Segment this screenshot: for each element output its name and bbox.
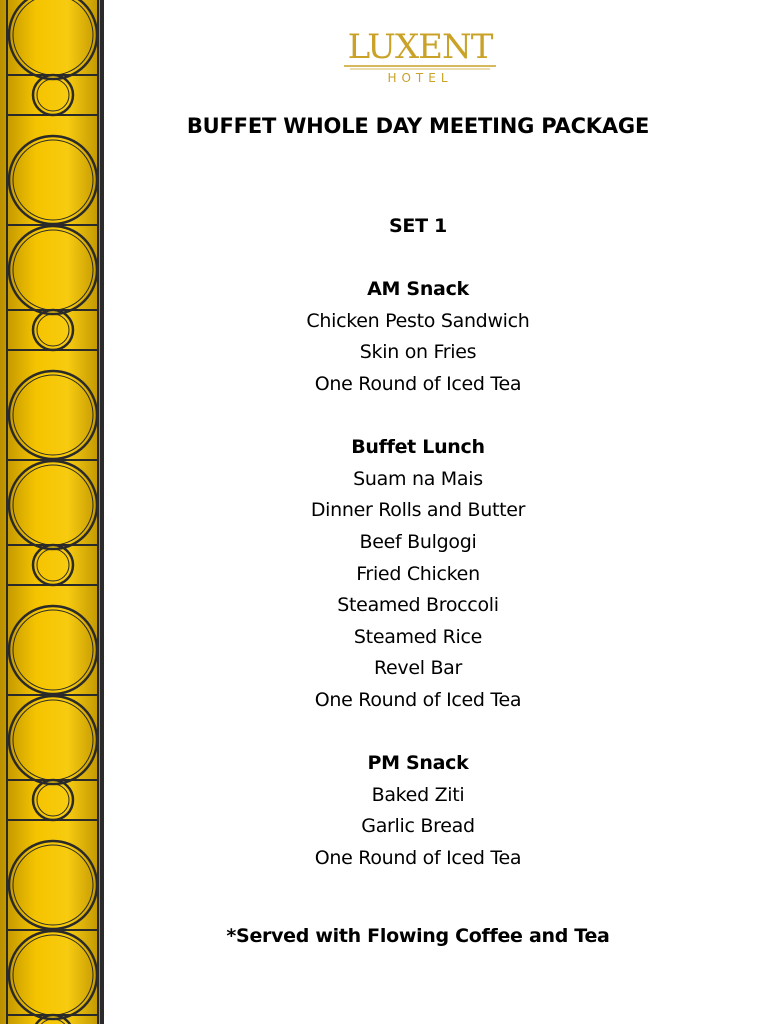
page-title: BUFFET WHOLE DAY MEETING PACKAGE bbox=[186, 114, 650, 138]
menu-item: Beef Bulgogi bbox=[359, 530, 477, 553]
art-deco-pattern-icon bbox=[0, 0, 104, 1024]
section-heading: AM Snack bbox=[367, 278, 469, 301]
logo-wordmark: LUXENT bbox=[347, 27, 493, 67]
menu-item: Dinner Rolls and Butter bbox=[310, 499, 526, 522]
spacer bbox=[120, 874, 716, 921]
menu-item: Revel Bar bbox=[373, 657, 463, 680]
menu-section-am-snack bbox=[120, 274, 716, 400]
spacer bbox=[120, 243, 716, 275]
menu-item: One Round of Iced Tea bbox=[314, 846, 522, 869]
menu-item: Skin on Fries bbox=[359, 341, 477, 364]
menu-item: Chicken Pesto Sandwich bbox=[306, 309, 530, 332]
menu-item: One Round of Iced Tea bbox=[314, 688, 522, 711]
menu-item: Garlic Bread bbox=[361, 815, 475, 838]
menu-item: Steamed Broccoli bbox=[337, 594, 499, 617]
menu-body bbox=[120, 211, 716, 953]
decorative-border bbox=[0, 0, 104, 1024]
menu-item: Steamed Rice bbox=[353, 625, 483, 648]
hotel-logo bbox=[340, 22, 500, 86]
section-heading: PM Snack bbox=[367, 752, 469, 775]
spacer bbox=[120, 717, 716, 749]
service-note: *Served with Flowing Coffee and Tea bbox=[226, 925, 610, 948]
luxent-logo-icon bbox=[340, 22, 500, 86]
set-label: SET 1 bbox=[389, 215, 447, 237]
menu-item: Suam na Mais bbox=[353, 467, 483, 490]
menu-section-pm-snack bbox=[120, 748, 716, 874]
section-heading: Buffet Lunch bbox=[351, 436, 485, 459]
menu-item: Baked Ziti bbox=[371, 783, 465, 806]
menu-item: Fried Chicken bbox=[356, 562, 480, 585]
spacer bbox=[120, 401, 716, 433]
menu-section-buffet-lunch bbox=[120, 432, 716, 716]
menu-item: One Round of Iced Tea bbox=[314, 372, 522, 395]
logo-subtitle: HOTEL bbox=[387, 71, 453, 85]
